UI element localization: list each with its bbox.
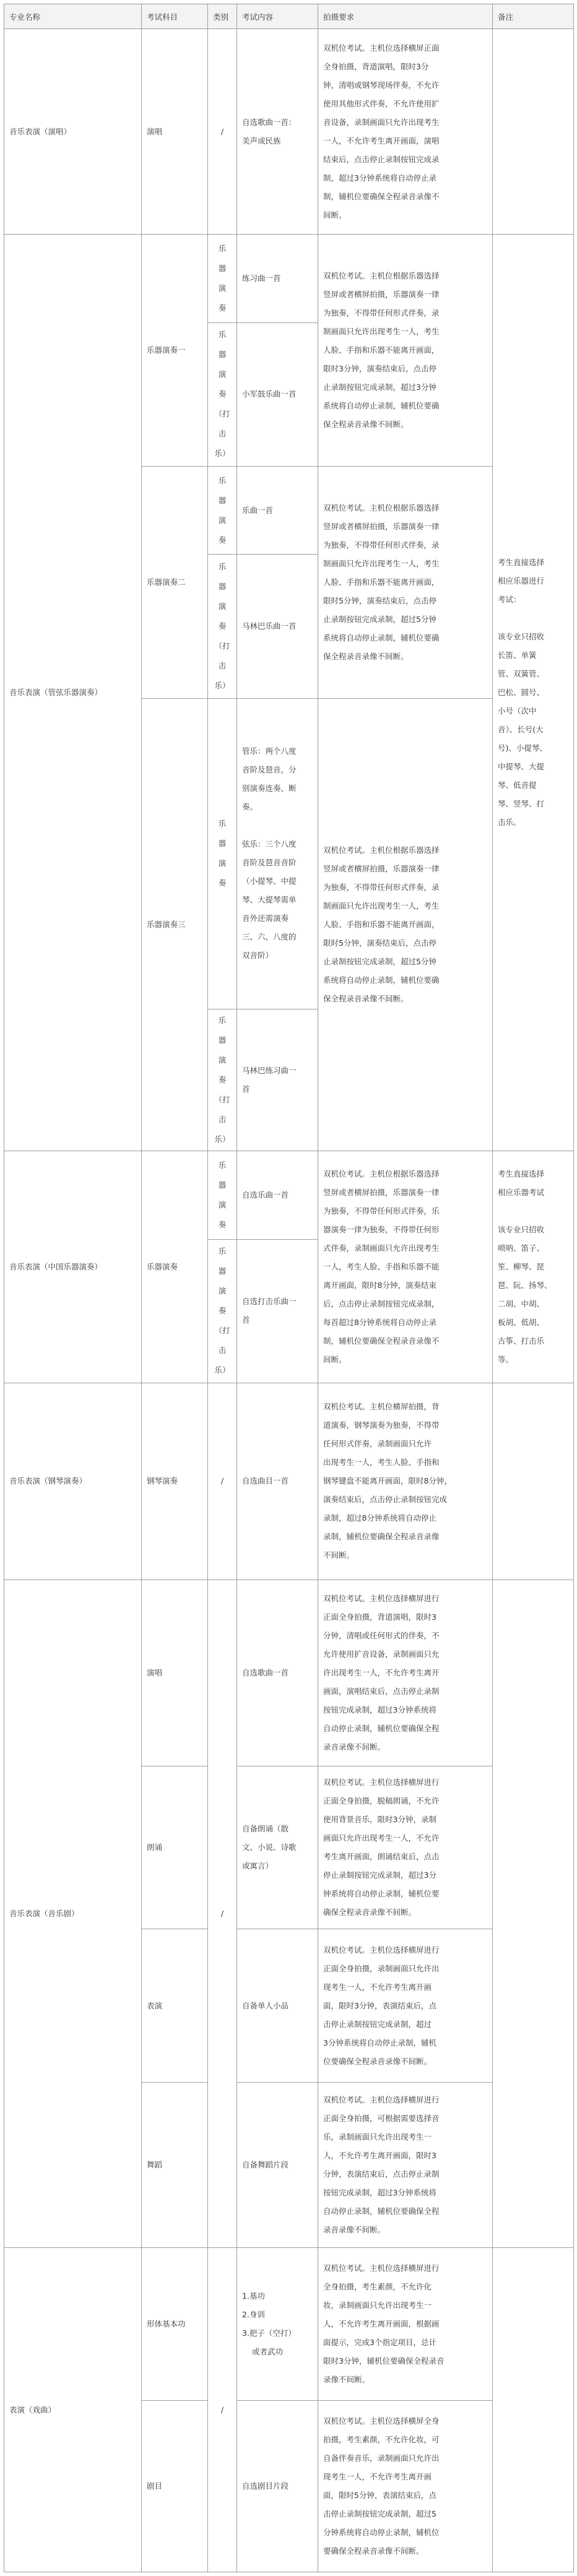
req-line: 保全程录音录像不间断。 [323, 419, 409, 429]
remark-line: 二胡、中胡、 [498, 1299, 545, 1308]
req-line: 自备伴奏音乐，录制画面只允许出 [323, 2453, 440, 2463]
req-line: 录音录像不间断。 [323, 1742, 386, 1752]
requirements-cell [318, 1580, 493, 1766]
header-remarks: 备注 [493, 4, 574, 29]
content-line: 琴、大提琴需单 [242, 895, 297, 905]
req-line: 双机位考试。主机位根据乐器选择 [323, 503, 440, 512]
remark-line [498, 1202, 568, 1221]
req-line: 停止录制按钮完成录制，超过3分 [323, 1870, 436, 1880]
req-line: 钟系统将自动停止录制，辅机位要 [323, 1889, 440, 1899]
subject-chinese-instrument: 乐器演奏 [142, 1151, 208, 1383]
req-line: 自动停止录制，辅机位要确保全程 [323, 2206, 440, 2216]
table-row [4, 1151, 574, 1240]
content-cell [237, 1239, 318, 1383]
remark-line: 琴、低音提 [498, 780, 537, 790]
subject-body-basics: 形体基本功 [142, 2248, 208, 2400]
req-line: 现考生一人，不允许考生离开画 [323, 2471, 432, 2481]
req-line: 分钟系统将自动停止录制，辅机位 [323, 2527, 440, 2537]
major-chinese-instrument: 音乐表演（中国乐器演奏） [4, 1151, 142, 1383]
content-cell: 自选剧目片段 [237, 2400, 318, 2572]
category-cell: / [208, 1580, 237, 2248]
content-cell [237, 1009, 318, 1151]
req-line: 演奏结束后，点击停止录制按钮完成 [323, 1495, 448, 1505]
req-line: 制画面只允许出现考生一人，考生 [323, 901, 440, 910]
remark-line: 板胡、低胡、 [498, 1317, 545, 1327]
req-line: 人脸、手指和乐器不能离开画面， [323, 345, 440, 355]
req-line: 妆，录制画面只允许出现考生一 [323, 2301, 432, 2310]
req-line: 式伴奏，录制画面只允许出现考生 [323, 1243, 440, 1253]
remarks-cell [493, 29, 574, 235]
requirements-cell [318, 29, 493, 235]
req-line: 不间断。 [323, 1550, 355, 1560]
content-cell [237, 29, 318, 235]
req-line: 结束后，点击停止录制按钮完成录 [323, 154, 440, 164]
remarks-cell [493, 1383, 574, 1580]
header-category: 类别 [208, 4, 237, 29]
content-line [242, 816, 313, 835]
header-content: 考试内容 [237, 4, 318, 29]
content-line: 别演奏连奏、断 [242, 784, 297, 793]
req-line: 道演奏，钢琴演奏为独奏，不得带 [323, 1420, 440, 1430]
category-cell: / [208, 1383, 237, 1580]
remark-line: 该专业只招收 [498, 632, 545, 642]
remark-line: 考生直接选择 [498, 558, 545, 568]
subject-instrument-1: 乐器演奏一 [142, 235, 208, 467]
remark-line: 笙、柳琴、琵 [498, 1261, 545, 1271]
req-line: 双机位考试。主机位选择横屏全身 [323, 2416, 440, 2426]
remark-line: 中提琴、大提 [498, 762, 545, 772]
req-line: 人，不允许考生离开画面，根据画 [323, 2319, 440, 2329]
req-line: 系统将自动停止录制，辅机位要确 [323, 400, 440, 410]
requirements-cell [318, 466, 493, 698]
requirements-cell [318, 1766, 493, 1929]
content-cell [237, 698, 318, 1009]
content-cell: 乐曲一首 [237, 466, 318, 555]
content-line: 文、小说、诗歌 [242, 1843, 297, 1852]
req-line: 任何形式伴奏，录制画面只允许 [323, 1439, 432, 1449]
req-line: 钟，清唱或钢琴现场伴奏，不允许 [323, 80, 440, 90]
requirements-cell [318, 2248, 493, 2400]
req-line: 人脸、手指和乐器不能离开画面， [323, 577, 440, 587]
subject-performance: 表演 [142, 1929, 208, 2083]
remark-line [498, 609, 568, 628]
remark-line: 管、双簧管、 [498, 669, 545, 679]
req-line: 制，辅机位要确保全程录音录像不 [323, 191, 440, 201]
remark-line: 相应乐器考试 [498, 1187, 545, 1197]
content-cell: 马林巴乐曲一首 [237, 555, 318, 698]
req-line: 人，不允许考生离开画面，限时3 [323, 2151, 436, 2161]
req-line: 录制，辅机位要确保全程录音录像 [323, 1532, 440, 1542]
req-line: 间断。 [323, 1354, 347, 1364]
category-cell: 乐 器 演 奏 [208, 1151, 237, 1240]
subject-recitation: 朗诵 [142, 1766, 208, 1929]
req-line: 离开画面，限时8分钟，演奏结束 [323, 1280, 436, 1290]
req-line: 双机位考试。主机位选择横屏进行 [323, 1945, 440, 1955]
req-line: 竖屏或者横屏拍摄，乐器演奏一律 [323, 863, 440, 873]
req-line: 使用背景音乐，限时3分钟，录制 [323, 1815, 436, 1825]
req-line: 系统将自动停止录制，辅机位要确 [323, 975, 440, 985]
requirements-cell [318, 2083, 493, 2248]
req-line: 录制，超过8分钟系统将自动停止 [323, 1513, 436, 1523]
req-line: 允许使用扩音设备，录制画面只允 [323, 1649, 440, 1659]
content-line: 奏。 [242, 802, 258, 812]
category-cell: 乐 器 演 奏 [208, 466, 237, 555]
requirements-cell [318, 1929, 493, 2083]
req-line: 为独奏，不得带任何形式伴奏，录 [323, 308, 440, 318]
table-header-row [4, 4, 574, 29]
req-line: 考生离开画面，朗诵结束后，点击 [323, 1852, 440, 1862]
content-line: 美声或民族 [242, 136, 281, 145]
req-line: 出现考生一人，考生人脸、手指和 [323, 1458, 440, 1467]
content-line: 音阶及琶音，分 [242, 765, 297, 775]
req-line: 正面全身拍摄，脱稿朗诵，不允许 [323, 1796, 440, 1806]
req-line: 要确保全程录音录像不间断。 [323, 2546, 424, 2556]
req-line: 许出现考生一人，不允许考生离开 [323, 1667, 440, 1677]
req-line: 双机位考试。主机位根据乐器选择 [323, 845, 440, 855]
req-line: 乐，录制画面只允许出现考生一 [323, 2132, 432, 2142]
content-line: 音外还需演奏 [242, 914, 289, 923]
requirements-cell [318, 1151, 493, 1383]
req-line: 双机位考试。主机位横屏拍摄，背 [323, 1402, 440, 1412]
req-line: 双机位考试。主机位选择横屏进行 [323, 1778, 440, 1787]
subject-instrument-3: 乐器演奏三 [142, 698, 208, 1151]
table-row [4, 29, 574, 235]
req-line: 竖屏或者横屏拍摄，乐器演奏一律 [323, 289, 440, 299]
remarks-cell [493, 2248, 574, 2572]
req-line: 保全程录音录像不间断。 [323, 993, 409, 1003]
remark-line: 长笛、单簧 [498, 650, 537, 660]
content-line: 或寓言） [242, 1861, 274, 1871]
req-line: 分钟，清唱或任何形式的伴奏，不 [323, 1630, 440, 1640]
requirements-cell [318, 235, 493, 467]
req-line: 现考生一人，不允许考生离开画 [323, 1982, 432, 1992]
table-row [4, 1580, 574, 1766]
req-line: 全身拍摄，考生素颜，不允许化 [323, 2282, 432, 2292]
content-cell: 自选歌曲一首 [237, 1580, 318, 1766]
req-line: 正面全身拍摄，录制画面只允许出 [323, 1963, 440, 1973]
req-line: 按钮完成录制，超过3分钟系统将 [323, 2188, 436, 2198]
requirements-cell [318, 698, 493, 1151]
content-cell: 自选乐曲一首 [237, 1151, 318, 1240]
req-line: 双机位考试。主机位选择横屏正面 [323, 43, 440, 53]
remark-line: 琴、竖琴、打 [498, 799, 545, 809]
remark-line: 巴松、圆号、 [498, 688, 545, 698]
req-line: 系统将自动停止录制，辅机位要确 [323, 633, 440, 642]
req-line: 竖屏或者横屏拍摄，乐器演奏一律 [323, 1187, 440, 1197]
remarks-cell [493, 1580, 574, 2248]
req-line: 自动停止录制，辅机位要确保全程 [323, 1723, 440, 1733]
major-musical-theatre: 音乐表演（音乐剧） [4, 1580, 142, 2248]
req-line: 使用其他形式伴奏，不允许使用扩 [323, 98, 440, 108]
req-line: 一人，考生人脸、手指和乐器不能 [323, 1261, 440, 1271]
category-cell: 乐 器 演 奏 （打 击 乐） [208, 322, 237, 466]
req-line: 限时5分钟，演奏结束后，点击停 [323, 595, 436, 605]
content-line: 2.身训 [242, 2310, 265, 2320]
exam-requirements-table [4, 4, 574, 2572]
req-line: 限时3分钟，演奏结束后，点击停 [323, 363, 436, 373]
req-line: 3分钟系统将自动停止录制，辅机 [323, 2038, 436, 2047]
req-line: 录音录像不间断。 [323, 2225, 386, 2235]
req-line: 制，超过3分钟系统将自动停止录 [323, 173, 436, 183]
req-line: 为独奏，不得带任何形式伴奏，录 [323, 882, 440, 892]
req-line: 录像不间断。 [323, 2375, 370, 2385]
subject-piano: 钢琴演奏 [142, 1383, 208, 1580]
requirements-cell [318, 1383, 493, 1580]
req-line: 击停止录制按钮完成录制，超过 [323, 2019, 432, 2029]
content-line: 或者武功 [252, 2347, 284, 2357]
req-line: 止录制按钮完成录制，超过3分钟 [323, 382, 436, 392]
req-line: 击停止录制按钮完成录制，超过5 [323, 2509, 436, 2518]
req-line: 为独奏，不得带任何形式伴奏，乐 [323, 1206, 440, 1216]
remark-line: 等。 [498, 1354, 514, 1364]
req-line: 拍摄，考生素颜，不允许化妆，可 [323, 2434, 440, 2444]
req-line: 按钮完成录制，超过3分钟系统将 [323, 1705, 436, 1714]
req-line: 双机位考试。主机位根据乐器选择 [323, 270, 440, 280]
content-line: 自备朗诵（散 [242, 1824, 289, 1834]
subject-repertoire: 剧目 [142, 2400, 208, 2572]
table-row [4, 1383, 574, 1580]
req-line: 制，辅机位要确保全程录音录像不 [323, 1336, 440, 1346]
content-cell [237, 2248, 318, 2400]
req-line: 制画面只允许出现考生一人，考生 [323, 326, 440, 336]
content-cell: 自备舞蹈片段 [237, 2083, 318, 2248]
content-line: 首 [242, 1315, 250, 1325]
req-line: 每首超过8分钟系统将自动停止录 [323, 1317, 436, 1327]
content-line: 马林巴练习曲一 [242, 1065, 297, 1075]
req-line: 面，限时3分钟，表演结束后，点 [323, 2000, 436, 2010]
req-line: 间断。 [323, 210, 347, 220]
req-line: 双机位考试。主机位根据乐器选择 [323, 1169, 440, 1178]
req-line: 器演奏一律为独奏，不得带任何形 [323, 1224, 440, 1234]
remark-line: 唢呐、笛子、 [498, 1243, 545, 1253]
major-piano: 音乐表演（钢琴演奏） [4, 1383, 142, 1580]
req-line: 一人，不允许考生离开画面，演唱 [323, 136, 440, 145]
req-line: 面，限时5分钟，表演结束后，点 [323, 2490, 436, 2500]
remark-line: 小号（次中 [498, 706, 537, 716]
req-line: 分钟，表演结束后，点击停止录制 [323, 2169, 440, 2179]
remark-line: 音）、长号(大 [498, 725, 544, 735]
content-cell: 小军鼓乐曲一首 [237, 322, 318, 466]
category-cell: 乐 器 演 奏 （打 击 乐） [208, 1239, 237, 1383]
subject-mt-singing: 演唱 [142, 1580, 208, 1766]
remark-line: 相应乐器进行 [498, 576, 545, 586]
table-row [4, 2248, 574, 2400]
content-line: 3.把子（空打） [242, 2328, 296, 2338]
category-cell: 乐 器 演 奏 （打 击 乐） [208, 1009, 237, 1151]
req-line: 保全程录音录像不间断。 [323, 651, 409, 661]
header-requirements: 拍摄要求 [318, 4, 493, 29]
major-western-instrument: 音乐表演（管弦乐器演奏） [4, 235, 142, 1151]
req-line: 位要确保全程录音录像不间断。 [323, 2056, 432, 2066]
req-line: 竖屏或者横屏拍摄，乐器演奏一律 [323, 521, 440, 531]
category-cell: 乐 器 演 奏 [208, 698, 237, 1009]
req-line: 止录制按钮完成录制，超过5分钟 [323, 614, 436, 624]
req-line: 全身拍摄，背道演唱，限时3分 [323, 61, 429, 71]
req-line: 限时3分钟，辅机位要确保全程录音 [323, 2356, 445, 2366]
content-line: 自选打击乐曲一 [242, 1297, 297, 1307]
remark-line: 考试： [498, 595, 521, 605]
header-subject: 考试科目 [142, 4, 208, 29]
remarks-cell [493, 1151, 574, 1383]
content-line: 自选歌曲一首： [242, 117, 297, 127]
req-line: 确保全程录音录像不间断。 [323, 1908, 417, 1917]
req-line: 正面全身拍摄，可根据需要选择音 [323, 2114, 440, 2124]
req-line: 人脸、手指和乐器不能离开画面， [323, 919, 440, 929]
req-line: 画面只允许出现考生一人，不允许 [323, 1833, 440, 1843]
major-opera: 表演（戏曲） [4, 2248, 142, 2572]
subject-singing: 演唱 [142, 29, 208, 235]
category-cell: / [208, 29, 237, 235]
content-line: （小提琴、中提 [242, 876, 297, 886]
req-line: 后，点击停止录制按钮完成录制， [323, 1299, 440, 1308]
table-row [4, 235, 574, 323]
subject-dance: 舞蹈 [142, 2083, 208, 2248]
subject-instrument-2: 乐器演奏二 [142, 466, 208, 698]
content-line: 管乐：两个八度 [242, 746, 297, 756]
remark-line: 号)、小提琴、 [498, 743, 547, 753]
content-cell: 练习曲一首 [237, 235, 318, 323]
req-line: 画面，演唱结束后，点击停止录制 [323, 1686, 440, 1696]
major-vocal: 音乐表演（演唱） [4, 29, 142, 235]
remark-line: 该专业只招收 [498, 1224, 545, 1234]
remark-line: 击乐。 [498, 818, 521, 828]
content-line: 三、六、八度的 [242, 932, 297, 942]
content-line: 首 [242, 1084, 250, 1094]
req-line: 钢琴键盘不能离开画面，限时8分钟， [323, 1476, 452, 1486]
req-line: 止录制按钮完成录制，超过5分钟 [323, 956, 436, 966]
content-cell [237, 1766, 318, 1929]
content-cell: 自选曲目一首 [237, 1383, 318, 1580]
category-cell: 乐 器 演 奏 （打 击 乐） [208, 555, 237, 698]
content-line: 1.基功 [242, 2291, 265, 2301]
req-line: 双机位考试。主机位选择横屏进行 [323, 2095, 440, 2105]
content-line: 弦乐：三个八度 [242, 839, 297, 849]
content-line: 双音阶） [242, 951, 274, 961]
req-line: 限时5分钟，演奏结束后，点击停 [323, 938, 436, 948]
content-line: 音阶及琶音音阶 [242, 858, 297, 868]
req-line: 为独奏，不得带任何形式伴奏，录 [323, 540, 440, 550]
category-cell: / [208, 2248, 237, 2572]
req-line: 音设备，录制画面只允许出现考生 [323, 117, 440, 127]
req-line: 双机位考试。主机位选择横屏进行 [323, 1593, 440, 1603]
req-line: 制画面只允许出现考生一人，考生 [323, 558, 440, 568]
content-cell: 自备单人小品 [237, 1929, 318, 2083]
req-line: 双机位考试。主机位选择横屏进行 [323, 2263, 440, 2273]
remark-line: 琶、阮、扬琴、 [498, 1280, 552, 1290]
header-major: 专业名称 [4, 4, 142, 29]
category-cell: 乐 器 演 奏 [208, 235, 237, 323]
req-line: 面提示，完成3个指定项目，总计 [323, 2338, 436, 2348]
remark-line: 考生直接选择 [498, 1169, 545, 1178]
requirements-cell [318, 2400, 493, 2572]
remarks-cell [493, 235, 574, 1151]
remark-line: 古筝、打击乐 [498, 1336, 545, 1346]
req-line: 正面全身拍摄，背道演唱，限时3 [323, 1612, 436, 1622]
